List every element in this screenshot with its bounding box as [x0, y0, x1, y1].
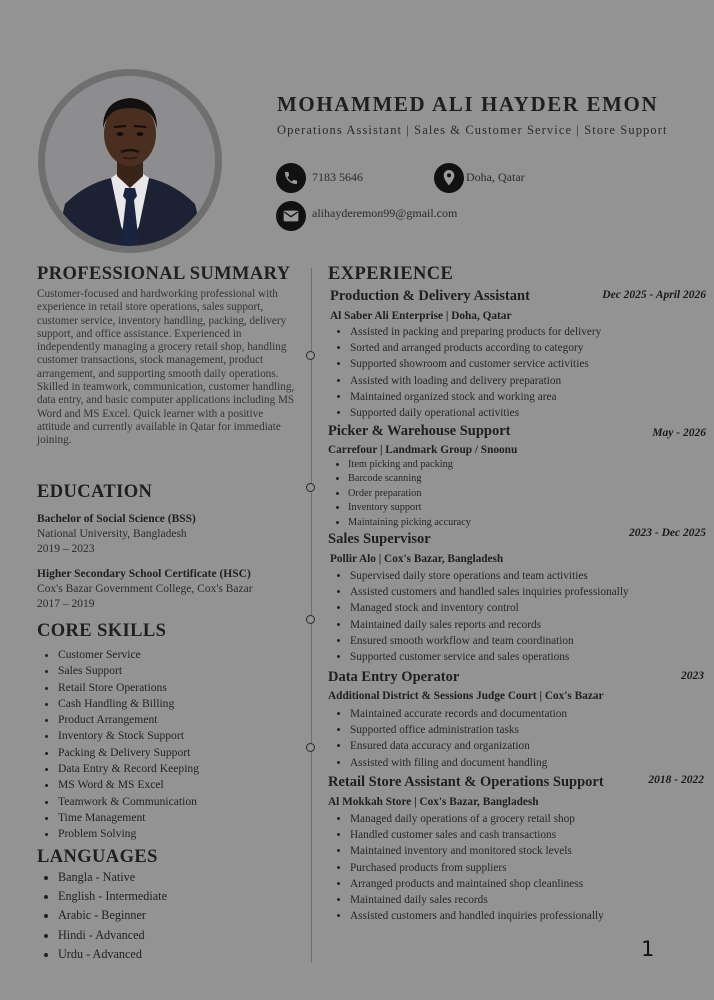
- languages-heading: LANGUAGES: [37, 847, 158, 867]
- duty-item: • Maintaining picking accuracy: [348, 516, 471, 530]
- phone-icon: [276, 163, 306, 193]
- education-heading: EDUCATION: [37, 482, 153, 502]
- education-institution: National University, Bangladesh: [37, 528, 187, 540]
- job-company: Additional District & Sessions Judge Court | Cox's Bazar: [328, 690, 604, 702]
- duty-item: • Maintained daily sales records: [350, 892, 604, 908]
- duty-item: • Ensured data accuracy and organization: [350, 738, 567, 754]
- education-degree: Bachelor of Social Science (BSS): [37, 513, 196, 525]
- profile-photo: [45, 76, 215, 246]
- job-date: May - 2026: [652, 427, 706, 439]
- phone-number: 7183 5646: [312, 170, 363, 184]
- language-item: • English - Intermediate: [58, 887, 167, 906]
- duty-item: • Managed daily operations of a grocery retail shop: [350, 811, 604, 827]
- education-institution: Cox's Bazar Government College, Cox's Bazar: [37, 583, 253, 595]
- skill-item: • Sales Support: [58, 663, 199, 679]
- skills-heading: CORE SKILLS: [37, 621, 167, 641]
- job-company: Al Mokkah Store | Cox's Bazar, Bangladesh: [328, 796, 539, 808]
- duty-item: • Maintained accurate records and documentation: [350, 706, 567, 722]
- duty-item: • Inventory support: [348, 501, 471, 515]
- languages-list: [37, 868, 167, 964]
- job-date: 2023 - Dec 2025: [629, 527, 706, 539]
- skill-item: • Packing & Delivery Support: [58, 745, 199, 761]
- duty-item: • Ensured smooth workflow and team coordination: [350, 633, 629, 649]
- skill-item: • Retail Store Operations: [58, 680, 199, 696]
- duty-item: • Order preparation: [348, 487, 471, 501]
- timeline-dot: [306, 615, 315, 624]
- skills-list: [37, 647, 199, 843]
- location-text: Doha, Qatar: [466, 170, 525, 184]
- skill-item: • Teamwork & Communication: [58, 794, 199, 810]
- job-duties: [330, 811, 604, 924]
- timeline-dot: [306, 351, 315, 360]
- candidate-subtitle: Operations Assistant | Sales & Customer Service | Store Support: [277, 123, 668, 137]
- job-title: Production & Delivery Assistant: [330, 288, 530, 304]
- job-date: 2018 - 2022: [648, 774, 704, 786]
- envelope-icon: [276, 201, 306, 231]
- job-date: 2023: [681, 670, 704, 682]
- job-title: Data Entry Operator: [328, 669, 460, 685]
- duty-item: • Maintained organized stock and working area: [350, 389, 601, 405]
- skill-item: • Customer Service: [58, 647, 199, 663]
- candidate-name: MOHAMMED ALI HAYDER EMON: [277, 92, 659, 116]
- education-degree: Higher Secondary School Certificate (HSC): [37, 568, 251, 580]
- education-years: 2019 – 2023: [37, 542, 95, 555]
- summary-heading: PROFESSIONAL SUMMARY: [37, 264, 291, 284]
- duty-item: • Barcode scanning: [348, 472, 471, 486]
- duty-item: • Assisted customers and handled sales inquiries professionally: [350, 584, 629, 600]
- duty-item: • Assisted with loading and delivery preparation: [350, 373, 601, 389]
- duty-item: • Sorted and arranged products according to category: [350, 340, 601, 356]
- duty-item: • Supported daily operational activities: [350, 405, 601, 421]
- skill-item: • MS Word & MS Excel: [58, 777, 199, 793]
- job-date: Dec 2025 - April 2026: [602, 289, 706, 301]
- duty-item: • Supported showroom and customer service activities: [350, 356, 601, 372]
- skill-item: • Time Management: [58, 810, 199, 826]
- duty-item: • Assisted in packing and preparing products for delivery: [350, 324, 601, 340]
- duty-item: • Maintained inventory and monitored stock levels: [350, 843, 604, 859]
- job-title: Picker & Warehouse Support: [328, 423, 511, 439]
- education-item: [37, 568, 253, 611]
- job-title: Retail Store Assistant & Operations Support: [328, 774, 604, 790]
- job-company: Pollir Alo | Cox's Bazar, Bangladesh: [330, 553, 504, 565]
- duty-item: • Assisted customers and handled inquiries professionally: [350, 908, 604, 924]
- language-item: • Hindi - Advanced: [58, 926, 167, 945]
- language-item: • Arabic - Beginner: [58, 906, 167, 925]
- job-duties: [328, 458, 471, 530]
- language-item: • Urdu - Advanced: [58, 945, 167, 964]
- summary-text: Customer-focused and hardworking professional with experience in retail store operations, sales support, customer service, inventory handling, packing, delivery support, and office assistance. Experienced in independently managing a grocery retail shop, handling customer transactions, stock management, product arrangement, and supporting smooth daily operations. Skilled in teamwork, communication, customer handling, data entry, and basic computer applications including MS Word and MS Excel. Quick learner with a positive attitude and currently available in Qatar for immediate joining.: [37, 288, 295, 447]
- duty-item: • Assisted with filing and document handling: [350, 755, 567, 771]
- education-item: [37, 513, 196, 556]
- skill-item: • Inventory & Stock Support: [58, 728, 199, 744]
- skill-item: • Data Entry & Record Keeping: [58, 761, 199, 777]
- experience-heading: EXPERIENCE: [328, 264, 454, 284]
- skill-item: • Product Arrangement: [58, 712, 199, 728]
- job-title: Sales Supervisor: [328, 531, 431, 547]
- duty-item: • Managed stock and inventory control: [350, 600, 629, 616]
- duty-item: • Handled customer sales and cash transactions: [350, 827, 604, 843]
- job-company: Carrefour | Landmark Group / Snoonu: [328, 444, 518, 456]
- skill-item: • Problem Solving: [58, 826, 199, 842]
- job-duties: [330, 324, 601, 421]
- email-address: alihayderemon99@gmail.com: [312, 206, 458, 220]
- timeline-dot: [306, 743, 315, 752]
- duty-item: • Arranged products and maintained shop cleanliness: [350, 876, 604, 892]
- page-number: 1: [641, 937, 655, 961]
- duty-item: • Supported customer service and sales operations: [350, 649, 629, 665]
- duty-item: • Supervised daily store operations and team activities: [350, 568, 629, 584]
- duty-item: • Item picking and packing: [348, 458, 471, 472]
- job-duties: [330, 706, 567, 771]
- language-item: • Bangla - Native: [58, 868, 167, 887]
- job-company: Al Saber Ali Enterprise | Doha, Qatar: [330, 310, 512, 322]
- skill-item: • Cash Handling & Billing: [58, 696, 199, 712]
- education-years: 2017 – 2019: [37, 597, 95, 610]
- person-portrait-icon: [45, 76, 215, 246]
- timeline-dot: [306, 483, 315, 492]
- location-pin-icon: [434, 163, 464, 193]
- duty-item: • Purchased products from suppliers: [350, 860, 604, 876]
- duty-item: • Supported office administration tasks: [350, 722, 567, 738]
- duty-item: • Maintained daily sales reports and records: [350, 617, 629, 633]
- job-duties: [330, 568, 629, 665]
